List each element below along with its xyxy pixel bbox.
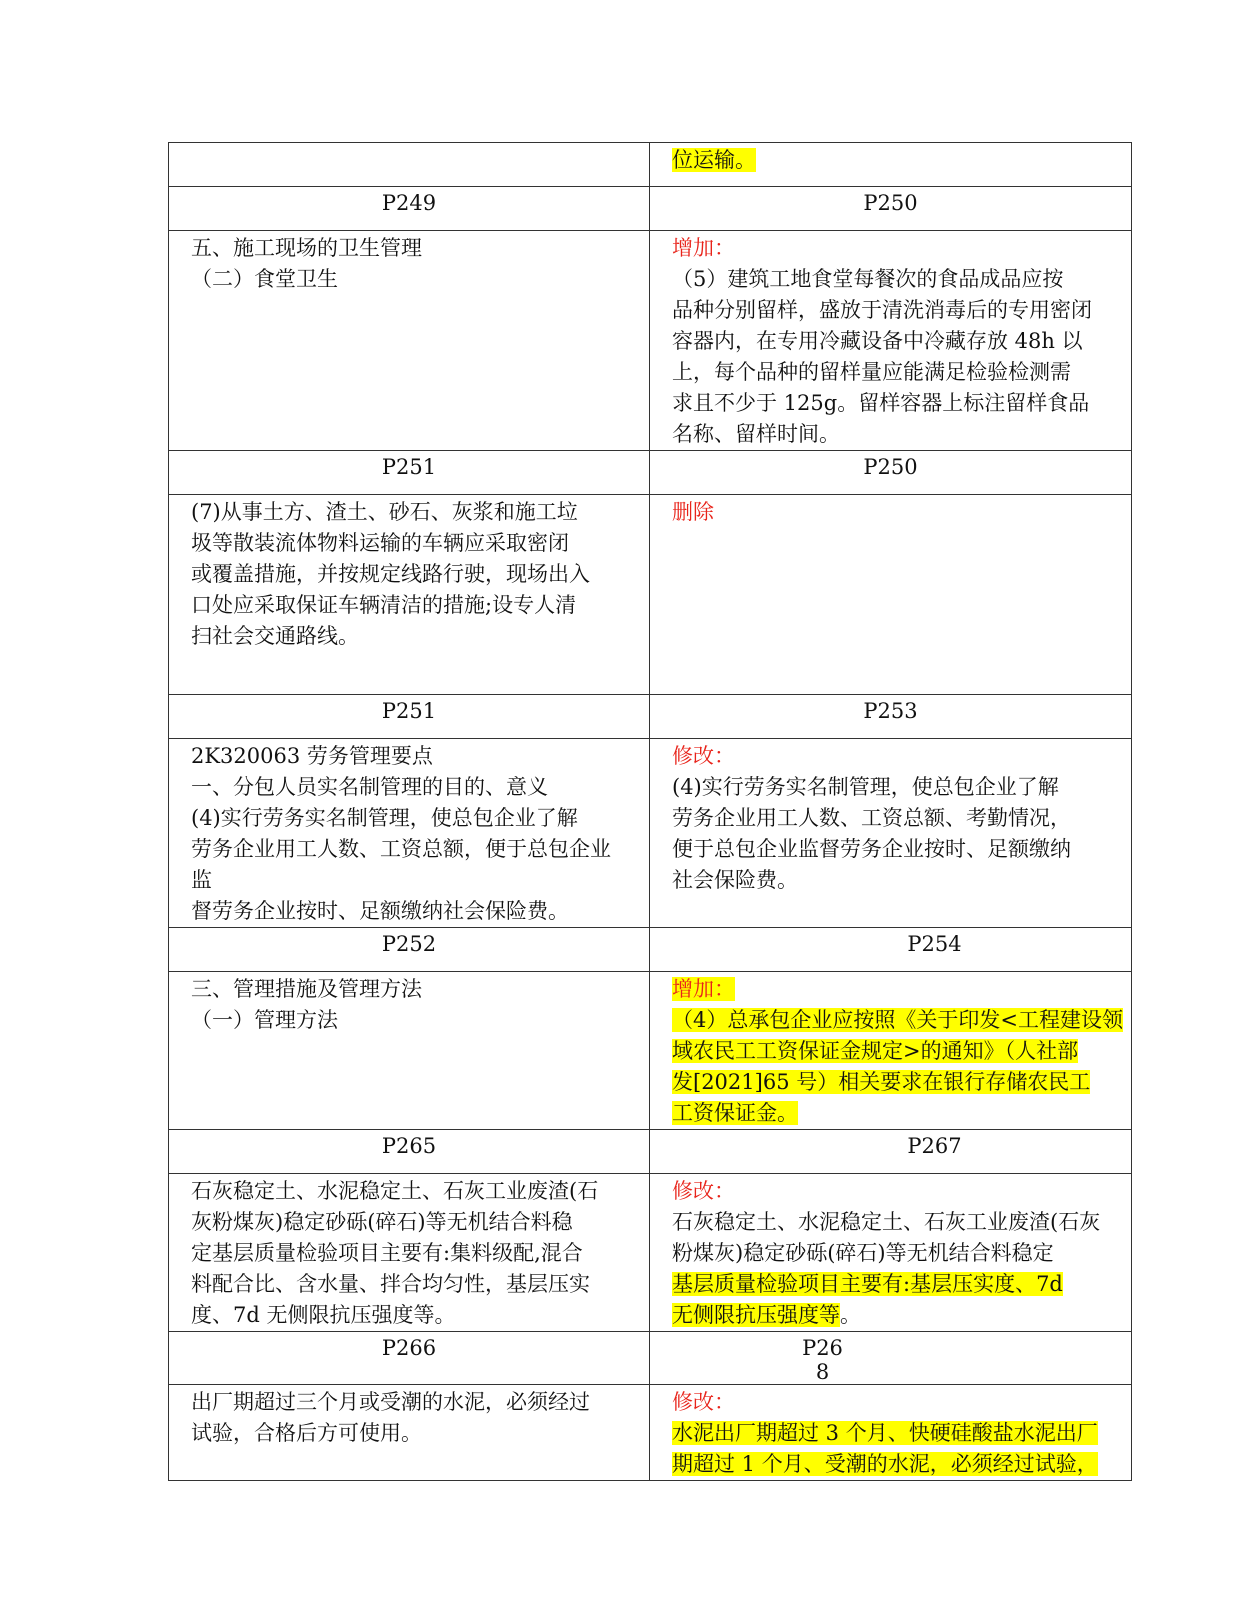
line-text: （一）管理方法: [191, 1008, 338, 1032]
line-text: 或覆盖措施，并按规定线路行驶，现场出入: [191, 562, 590, 586]
line-text: 修改：: [672, 1179, 735, 1203]
line-tail: 。: [840, 1303, 861, 1327]
line-text: 工资保证金。: [672, 1101, 798, 1125]
content-row: [169, 739, 1132, 928]
line-text: （二）食堂卫生: [191, 267, 338, 291]
text-line: [672, 1036, 1123, 1067]
line-text: 社会保险费。: [672, 868, 798, 892]
line-text: 粉煤灰)稳定砂砾(碎石)等无机结合料稳定: [672, 1241, 1054, 1265]
line-text: 便于总包企业监督劳务企业按时、足额缴纳: [672, 837, 1071, 861]
text-line: [191, 834, 641, 865]
text-line: [191, 1176, 641, 1207]
text-line: [191, 1387, 641, 1418]
old-text-cell: [169, 495, 650, 695]
change-marker: [672, 741, 1123, 772]
new-page-ref: P254: [650, 928, 1132, 972]
line-text: 容器内，在专用冷藏设备中冷藏存放 48h 以: [672, 329, 1083, 353]
line-text: 一、分包人员实名制管理的目的、意义: [191, 775, 548, 799]
line-text: 期超过 1 个月、受潮的水泥，必须经过试验，: [672, 1452, 1098, 1476]
content-row: [169, 495, 1132, 695]
old-page-ref: P251: [169, 695, 650, 739]
change-marker: [672, 974, 1123, 1005]
text-line: [672, 1300, 1123, 1331]
text-line: [672, 326, 1123, 357]
text-line: [672, 264, 1123, 295]
text-line: [672, 419, 1123, 450]
text-line: [672, 1449, 1123, 1480]
text-line: [191, 1418, 641, 1449]
change-marker: [672, 1176, 1123, 1207]
old-text-cell: [169, 1174, 650, 1332]
old-page-ref: P252: [169, 928, 650, 972]
text-line: [672, 295, 1123, 326]
text-line: [672, 1005, 1123, 1036]
line-text: 增加：: [672, 236, 735, 260]
content-row: [169, 1174, 1132, 1332]
text-line: [191, 1269, 641, 1300]
line-text: 发[2021]65 号）相关要求在银行存储农民工: [672, 1070, 1091, 1094]
page-ref-row: [169, 695, 1132, 739]
content-row: [169, 972, 1132, 1130]
line-text: 试验，合格后方可使用。: [191, 1421, 422, 1445]
line-text: 品种分别留样，盛放于清洗消毒后的专用密闭: [672, 298, 1092, 322]
old-page-ref: P249: [169, 187, 650, 231]
new-text-cell: [650, 143, 1132, 187]
line-text: 求且不少于 125g。留样容器上标注留样食品: [672, 391, 1090, 415]
line-text: 定基层质量检验项目主要有:集料级配,混合: [191, 1241, 583, 1265]
line-text: 石灰稳定土、水泥稳定土、石灰工业废渣(石灰: [672, 1210, 1101, 1234]
new-page-ref: P253: [650, 695, 1132, 739]
text-line: [191, 621, 641, 652]
text-line: [191, 1005, 641, 1036]
new-page-ref: P26 8: [650, 1332, 1132, 1385]
change-marker: [672, 497, 1123, 528]
text-line: [672, 834, 1123, 865]
text-line: [191, 974, 641, 1005]
text-line: [672, 1238, 1123, 1269]
text-line: [191, 803, 641, 834]
line-text: 劳务企业用工人数、工资总额、考勤情况，: [672, 806, 1071, 830]
line-text: 修改：: [672, 744, 735, 768]
line-text: 石灰稳定土、水泥稳定土、石灰工业废渣(石: [191, 1179, 599, 1203]
line-text: (4)实行劳务实名制管理，使总包企业了解: [672, 775, 1059, 799]
content-row: [169, 231, 1132, 451]
line-text: 域农民工工资保证金规定>的通知》（人社部: [672, 1039, 1079, 1063]
text-line: [191, 896, 641, 927]
line-text: (7)从事土方、渣土、砂石、灰浆和施工垃: [191, 500, 578, 524]
change-marker: [672, 233, 1123, 264]
content-row: [169, 143, 1132, 187]
text-line: [672, 772, 1123, 803]
text-line: [191, 233, 641, 264]
new-text-cell: [650, 1385, 1132, 1481]
line-text: 扫社会交通路线。: [191, 624, 359, 648]
text-line: [191, 264, 641, 295]
line-text: 三、管理措施及管理方法: [191, 977, 422, 1001]
text-line: [672, 357, 1123, 388]
old-text-cell: [169, 972, 650, 1130]
page-ref-row: [169, 451, 1132, 495]
new-text-cell: [650, 739, 1132, 928]
line-text: 增加：: [672, 977, 735, 1001]
old-text-cell: [169, 1385, 650, 1481]
line-text: 劳务企业用工人数、工资总额，便于总包企业: [191, 837, 611, 861]
line-text: （5）建筑工地食堂每餐次的食品成品应按: [672, 267, 1064, 291]
line-text: 2K320063 劳务管理要点: [191, 744, 433, 768]
new-page-ref: P250: [650, 187, 1132, 231]
text-line: [191, 772, 641, 803]
text-line: [672, 145, 1123, 176]
text-line: [672, 1418, 1123, 1449]
old-text-cell: [169, 739, 650, 928]
line-text: 无侧限抗压强度等: [672, 1303, 840, 1327]
text-line: [191, 590, 641, 621]
new-text-cell: [650, 231, 1132, 451]
line-text: （4）总承包企业应按照《关于印发<工程建设领: [672, 1008, 1123, 1032]
text-line: [191, 559, 641, 590]
new-text-cell: [650, 1174, 1132, 1332]
old-page-ref: P265: [169, 1130, 650, 1174]
old-page-ref: P251: [169, 451, 650, 495]
text-line: [191, 865, 641, 896]
page-ref-row: [169, 1130, 1132, 1174]
old-text-cell: [169, 231, 650, 451]
text-line: [191, 1300, 641, 1331]
line-text: 圾等散装流体物料运输的车辆应采取密闭: [191, 531, 569, 555]
page-ref-row: [169, 1332, 1132, 1385]
text-line: [191, 1238, 641, 1269]
text-line: [672, 803, 1123, 834]
line-text: 度、7d 无侧限抗压强度等。: [191, 1303, 456, 1327]
text-line: [191, 741, 641, 772]
line-text: 料配合比、含水量、拌合均匀性，基层压实: [191, 1272, 590, 1296]
line-text: 督劳务企业按时、足额缴纳社会保险费。: [191, 899, 569, 923]
line-text: 删除: [672, 500, 714, 524]
text-line: [672, 1067, 1123, 1098]
new-page-ref: P250: [650, 451, 1132, 495]
text-line: [191, 528, 641, 559]
text-line: [672, 388, 1123, 419]
line-text: 监: [191, 868, 212, 892]
line-text: 修改：: [672, 1390, 735, 1414]
text-line: [672, 865, 1123, 896]
line-text: 出厂期超过三个月或受潮的水泥，必须经过: [191, 1390, 590, 1414]
old-text-cell: [169, 143, 650, 187]
revision-table: [168, 142, 1132, 1481]
text-line: [672, 1098, 1123, 1129]
old-page-ref: P266: [169, 1332, 650, 1385]
line-text: 上，每个品种的留样量应能满足检验检测需: [672, 360, 1071, 384]
new-text-cell: [650, 495, 1132, 695]
line-text: 五、施工现场的卫生管理: [191, 236, 422, 260]
line-text: 名称、留样时间。: [672, 422, 840, 446]
text-line: [672, 1269, 1123, 1300]
text-line: [672, 1207, 1123, 1238]
content-row: [169, 1385, 1132, 1481]
line-text: (4)实行劳务实名制管理，使总包企业了解: [191, 806, 578, 830]
line-text: 水泥出厂期超过 3 个月、快硬硅酸盐水泥出厂: [672, 1421, 1098, 1445]
line-text: 位运输。: [672, 148, 756, 172]
new-text-cell: [650, 972, 1132, 1130]
text-line: [191, 497, 641, 528]
line-text: 基层质量检验项目主要有:基层压实度、7d: [672, 1272, 1063, 1296]
page-ref-row: [169, 928, 1132, 972]
page-ref-row: [169, 187, 1132, 231]
new-page-ref: P267: [650, 1130, 1132, 1174]
change-marker: [672, 1387, 1123, 1418]
line-text: 灰粉煤灰)稳定砂砾(碎石)等无机结合料稳: [191, 1210, 573, 1234]
text-line: [191, 1207, 641, 1238]
line-text: 口处应采取保证车辆清洁的措施;设专人清: [191, 593, 577, 617]
